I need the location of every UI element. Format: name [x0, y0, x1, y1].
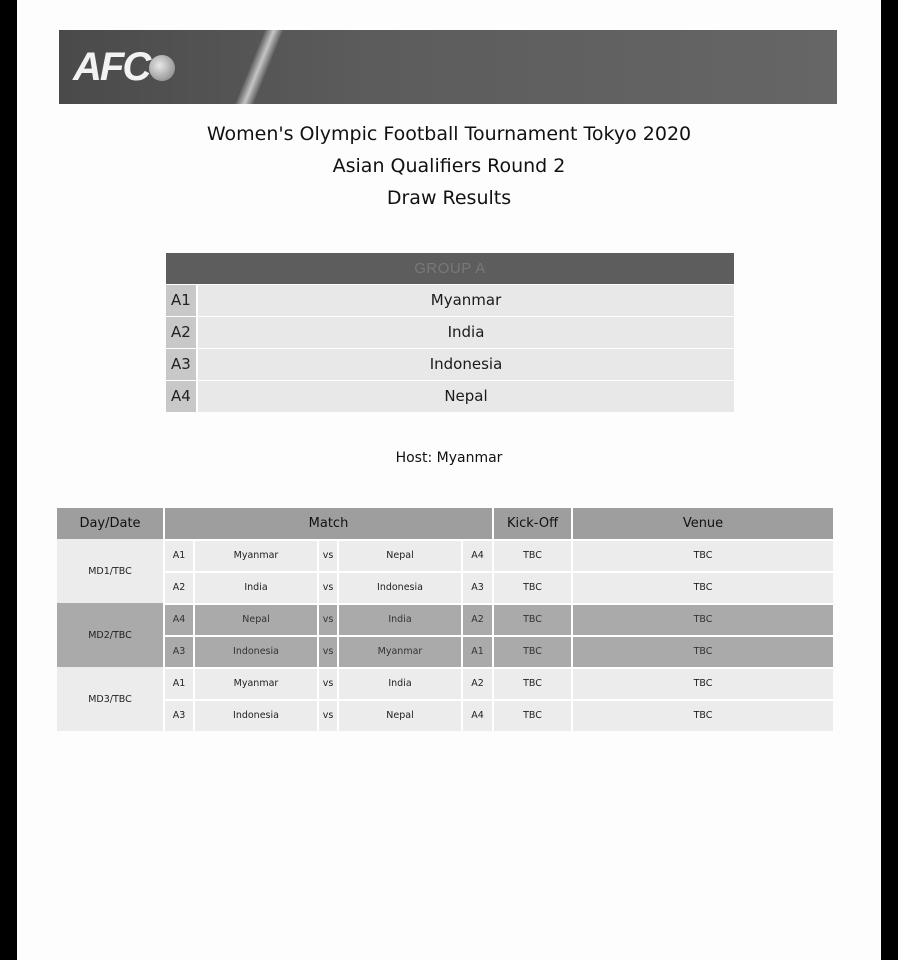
versus: vs	[319, 605, 339, 635]
group-code: A4	[166, 381, 196, 412]
match-row	[165, 603, 833, 635]
home-team: Indonesia	[195, 637, 319, 667]
away-code: A2	[463, 605, 494, 635]
match-row	[165, 571, 833, 603]
group-row	[166, 284, 734, 316]
header-kickoff: Kick-Off	[494, 508, 573, 539]
group-a-table	[166, 253, 734, 412]
away-code: A1	[463, 637, 494, 667]
home-code: A2	[165, 573, 195, 603]
title-line-3: Draw Results	[386, 187, 512, 209]
afc-logo-text: AFC	[73, 44, 150, 89]
match-row	[165, 667, 833, 699]
venue: TBC	[693, 614, 713, 625]
away-code: A2	[463, 669, 494, 699]
group-team: Indonesia	[196, 349, 734, 380]
group-code: A2	[166, 317, 196, 348]
home-team: Myanmar	[195, 541, 319, 571]
kickoff: TBC	[494, 605, 573, 635]
matchday-label: MD2/TBC	[57, 603, 165, 667]
matchday-label: MD1/TBC	[57, 539, 165, 603]
kickoff: TBC	[494, 701, 573, 731]
away-team: Myanmar	[339, 637, 463, 667]
document-page	[17, 0, 881, 960]
versus: vs	[319, 637, 339, 667]
away-code: A3	[463, 573, 494, 603]
versus: vs	[319, 669, 339, 699]
venue: TBC	[693, 582, 713, 593]
kickoff: TBC	[494, 637, 573, 667]
header-venue: Venue	[682, 516, 724, 531]
header-day-date: Day/Date	[57, 508, 165, 539]
away-code: A4	[463, 541, 494, 571]
home-team: India	[195, 573, 319, 603]
group-team: Nepal	[196, 381, 734, 412]
title-line-1: Women's Olympic Football Tournament Tokyo 2020	[206, 123, 692, 145]
venue: TBC	[693, 646, 713, 657]
group-row	[166, 316, 734, 348]
away-code: A4	[463, 701, 494, 731]
matchday-block	[57, 667, 833, 731]
kickoff: TBC	[494, 573, 573, 603]
matchday-label: MD3/TBC	[57, 667, 165, 731]
away-team: Nepal	[339, 701, 463, 731]
versus: vs	[319, 701, 339, 731]
group-code: A3	[166, 349, 196, 380]
matchday-block	[57, 603, 833, 667]
home-team: Indonesia	[195, 701, 319, 731]
versus: vs	[319, 573, 339, 603]
away-team: Indonesia	[339, 573, 463, 603]
venue: TBC	[693, 550, 713, 561]
kickoff: TBC	[494, 669, 573, 699]
schedule-header	[57, 508, 833, 539]
header-match: Match	[165, 508, 494, 539]
away-team: India	[339, 605, 463, 635]
home-team: Myanmar	[195, 669, 319, 699]
schedule-table	[57, 508, 833, 731]
home-code: A1	[165, 541, 195, 571]
home-code: A3	[165, 637, 195, 667]
venue: TBC	[693, 710, 713, 721]
kickoff: TBC	[494, 541, 573, 571]
afc-logo	[73, 44, 175, 90]
group-row	[166, 348, 734, 380]
home-code: A4	[165, 605, 195, 635]
group-row	[166, 380, 734, 412]
host-label: Host: Myanmar	[395, 450, 503, 466]
banner-stripe	[229, 30, 287, 104]
afc-banner	[59, 30, 837, 104]
venue: TBC	[693, 678, 713, 689]
versus: vs	[319, 541, 339, 571]
group-team: India	[196, 317, 734, 348]
match-row	[165, 635, 833, 667]
title-line-2: Asian Qualifiers Round 2	[332, 155, 566, 177]
document-title	[17, 118, 881, 214]
group-team: Myanmar	[196, 285, 734, 316]
home-team: Nepal	[195, 605, 319, 635]
match-row	[165, 539, 833, 571]
home-code: A1	[165, 669, 195, 699]
football-icon	[149, 55, 175, 81]
home-code: A3	[165, 701, 195, 731]
matchday-block	[57, 539, 833, 603]
group-a-header: GROUP A	[166, 253, 734, 284]
away-team: Nepal	[339, 541, 463, 571]
group-code: A1	[166, 285, 196, 316]
match-row	[165, 699, 833, 731]
away-team: India	[339, 669, 463, 699]
